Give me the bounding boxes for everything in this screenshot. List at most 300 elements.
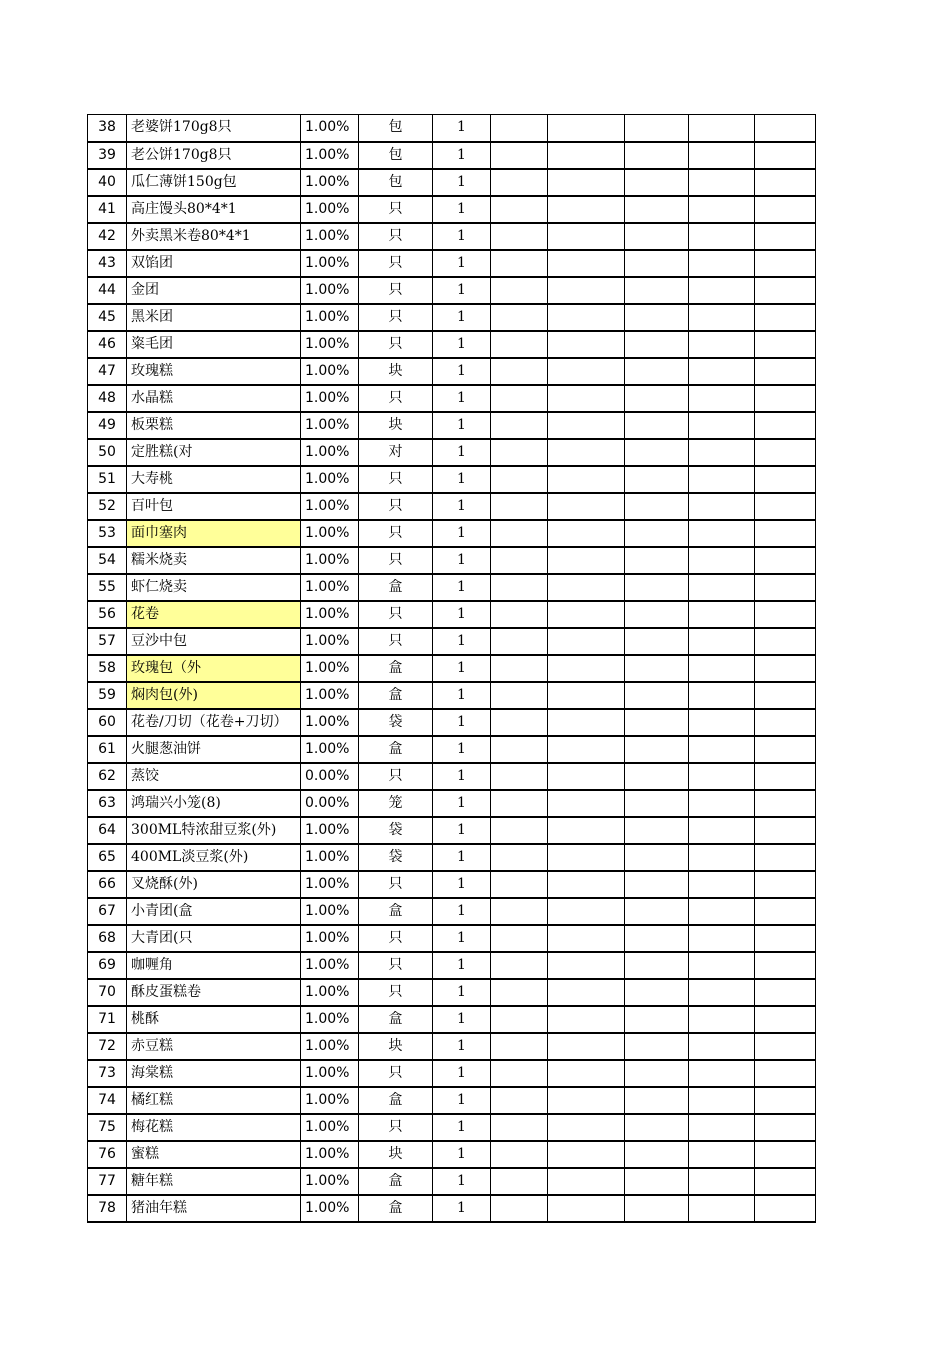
quantity-cell[interactable]: 1 [433, 574, 491, 601]
empty-cell[interactable] [625, 628, 689, 655]
unit-cell[interactable]: 只 [359, 628, 433, 655]
empty-cell[interactable] [689, 439, 755, 466]
percent-cell[interactable]: 1.00% [301, 574, 359, 601]
empty-cell[interactable] [625, 736, 689, 763]
unit-cell[interactable]: 只 [359, 1114, 433, 1141]
empty-cell[interactable] [548, 763, 625, 790]
empty-cell[interactable] [689, 196, 755, 223]
empty-cell[interactable] [755, 439, 816, 466]
empty-cell[interactable] [755, 817, 816, 844]
unit-cell[interactable]: 对 [359, 439, 433, 466]
row-number-cell[interactable]: 55 [88, 574, 127, 601]
unit-cell[interactable]: 袋 [359, 844, 433, 871]
empty-cell[interactable] [625, 898, 689, 925]
empty-cell[interactable] [491, 1141, 548, 1168]
empty-cell[interactable] [491, 331, 548, 358]
unit-cell[interactable]: 盒 [359, 736, 433, 763]
empty-cell[interactable] [625, 1087, 689, 1114]
empty-cell[interactable] [491, 709, 548, 736]
empty-cell[interactable] [548, 790, 625, 817]
empty-cell[interactable] [689, 142, 755, 169]
empty-cell[interactable] [491, 601, 548, 628]
item-name-cell[interactable]: 花卷 [127, 601, 301, 628]
empty-cell[interactable] [491, 871, 548, 898]
quantity-cell[interactable]: 1 [433, 1033, 491, 1060]
quantity-cell[interactable]: 1 [433, 223, 491, 250]
quantity-cell[interactable]: 1 [433, 790, 491, 817]
row-number-cell[interactable]: 67 [88, 898, 127, 925]
empty-cell[interactable] [689, 466, 755, 493]
empty-cell[interactable] [755, 1168, 816, 1195]
empty-cell[interactable] [689, 601, 755, 628]
unit-cell[interactable]: 只 [359, 304, 433, 331]
empty-cell[interactable] [755, 304, 816, 331]
empty-cell[interactable] [689, 115, 755, 142]
quantity-cell[interactable]: 1 [433, 520, 491, 547]
percent-cell[interactable]: 1.00% [301, 466, 359, 493]
quantity-cell[interactable]: 1 [433, 547, 491, 574]
item-name-cell[interactable]: 玫瑰糕 [127, 358, 301, 385]
row-number-cell[interactable]: 48 [88, 385, 127, 412]
empty-cell[interactable] [491, 358, 548, 385]
empty-cell[interactable] [755, 358, 816, 385]
empty-cell[interactable] [755, 493, 816, 520]
row-number-cell[interactable]: 41 [88, 196, 127, 223]
row-number-cell[interactable]: 53 [88, 520, 127, 547]
empty-cell[interactable] [548, 655, 625, 682]
percent-cell[interactable]: 0.00% [301, 763, 359, 790]
item-name-cell[interactable]: 玫瑰包（外 [127, 655, 301, 682]
empty-cell[interactable] [491, 1033, 548, 1060]
item-name-cell[interactable]: 大寿桃 [127, 466, 301, 493]
quantity-cell[interactable]: 1 [433, 385, 491, 412]
quantity-cell[interactable]: 1 [433, 1195, 491, 1222]
empty-cell[interactable] [755, 709, 816, 736]
row-number-cell[interactable]: 70 [88, 979, 127, 1006]
row-number-cell[interactable]: 64 [88, 817, 127, 844]
quantity-cell[interactable]: 1 [433, 1168, 491, 1195]
empty-cell[interactable] [689, 412, 755, 439]
empty-cell[interactable] [491, 385, 548, 412]
item-name-cell[interactable]: 大青团(只 [127, 925, 301, 952]
unit-cell[interactable]: 只 [359, 952, 433, 979]
empty-cell[interactable] [625, 493, 689, 520]
empty-cell[interactable] [548, 439, 625, 466]
unit-cell[interactable]: 块 [359, 358, 433, 385]
empty-cell[interactable] [491, 574, 548, 601]
empty-cell[interactable] [755, 844, 816, 871]
quantity-cell[interactable]: 1 [433, 169, 491, 196]
row-number-cell[interactable]: 42 [88, 223, 127, 250]
row-number-cell[interactable]: 39 [88, 142, 127, 169]
unit-cell[interactable]: 只 [359, 223, 433, 250]
empty-cell[interactable] [625, 682, 689, 709]
item-name-cell[interactable]: 糖年糕 [127, 1168, 301, 1195]
empty-cell[interactable] [548, 493, 625, 520]
empty-cell[interactable] [689, 682, 755, 709]
row-number-cell[interactable]: 77 [88, 1168, 127, 1195]
empty-cell[interactable] [689, 655, 755, 682]
percent-cell[interactable]: 1.00% [301, 844, 359, 871]
unit-cell[interactable]: 只 [359, 385, 433, 412]
row-number-cell[interactable]: 49 [88, 412, 127, 439]
empty-cell[interactable] [625, 1114, 689, 1141]
empty-cell[interactable] [548, 1195, 625, 1222]
item-name-cell[interactable]: 赤豆糕 [127, 1033, 301, 1060]
empty-cell[interactable] [548, 169, 625, 196]
empty-cell[interactable] [491, 952, 548, 979]
item-name-cell[interactable]: 豆沙中包 [127, 628, 301, 655]
empty-cell[interactable] [755, 682, 816, 709]
percent-cell[interactable]: 0.00% [301, 790, 359, 817]
empty-cell[interactable] [755, 952, 816, 979]
row-number-cell[interactable]: 59 [88, 682, 127, 709]
quantity-cell[interactable]: 1 [433, 412, 491, 439]
empty-cell[interactable] [755, 1060, 816, 1087]
percent-cell[interactable]: 1.00% [301, 250, 359, 277]
quantity-cell[interactable]: 1 [433, 844, 491, 871]
empty-cell[interactable] [491, 1114, 548, 1141]
empty-cell[interactable] [491, 1087, 548, 1114]
empty-cell[interactable] [491, 1060, 548, 1087]
item-name-cell[interactable]: 外卖黑米卷80*4*1 [127, 223, 301, 250]
unit-cell[interactable]: 只 [359, 250, 433, 277]
empty-cell[interactable] [625, 520, 689, 547]
empty-cell[interactable] [689, 1033, 755, 1060]
empty-cell[interactable] [625, 277, 689, 304]
unit-cell[interactable]: 袋 [359, 817, 433, 844]
empty-cell[interactable] [548, 1006, 625, 1033]
unit-cell[interactable]: 只 [359, 466, 433, 493]
empty-cell[interactable] [548, 250, 625, 277]
empty-cell[interactable] [625, 385, 689, 412]
empty-cell[interactable] [689, 817, 755, 844]
quantity-cell[interactable]: 1 [433, 1141, 491, 1168]
row-number-cell[interactable]: 68 [88, 925, 127, 952]
quantity-cell[interactable]: 1 [433, 304, 491, 331]
quantity-cell[interactable]: 1 [433, 601, 491, 628]
percent-cell[interactable]: 1.00% [301, 142, 359, 169]
empty-cell[interactable] [625, 115, 689, 142]
empty-cell[interactable] [548, 277, 625, 304]
unit-cell[interactable]: 盒 [359, 1168, 433, 1195]
row-number-cell[interactable]: 51 [88, 466, 127, 493]
empty-cell[interactable] [689, 250, 755, 277]
empty-cell[interactable] [491, 547, 548, 574]
row-number-cell[interactable]: 40 [88, 169, 127, 196]
percent-cell[interactable]: 1.00% [301, 223, 359, 250]
empty-cell[interactable] [755, 898, 816, 925]
row-number-cell[interactable]: 74 [88, 1087, 127, 1114]
item-name-cell[interactable]: 瓜仁薄饼150g包 [127, 169, 301, 196]
empty-cell[interactable] [491, 844, 548, 871]
empty-cell[interactable] [548, 466, 625, 493]
empty-cell[interactable] [755, 736, 816, 763]
empty-cell[interactable] [689, 871, 755, 898]
item-name-cell[interactable]: 高庄馒头80*4*1 [127, 196, 301, 223]
empty-cell[interactable] [755, 385, 816, 412]
percent-cell[interactable]: 1.00% [301, 952, 359, 979]
unit-cell[interactable]: 盒 [359, 682, 433, 709]
percent-cell[interactable]: 1.00% [301, 709, 359, 736]
empty-cell[interactable] [625, 250, 689, 277]
unit-cell[interactable]: 只 [359, 763, 433, 790]
unit-cell[interactable]: 盒 [359, 655, 433, 682]
item-name-cell[interactable]: 蜜糕 [127, 1141, 301, 1168]
empty-cell[interactable] [625, 331, 689, 358]
empty-cell[interactable] [755, 250, 816, 277]
empty-cell[interactable] [491, 628, 548, 655]
row-number-cell[interactable]: 69 [88, 952, 127, 979]
item-name-cell[interactable]: 蒸饺 [127, 763, 301, 790]
unit-cell[interactable]: 笼 [359, 790, 433, 817]
empty-cell[interactable] [755, 520, 816, 547]
quantity-cell[interactable]: 1 [433, 979, 491, 1006]
percent-cell[interactable]: 1.00% [301, 736, 359, 763]
percent-cell[interactable]: 1.00% [301, 925, 359, 952]
empty-cell[interactable] [548, 1060, 625, 1087]
percent-cell[interactable]: 1.00% [301, 1087, 359, 1114]
empty-cell[interactable] [755, 223, 816, 250]
quantity-cell[interactable]: 1 [433, 250, 491, 277]
quantity-cell[interactable]: 1 [433, 709, 491, 736]
empty-cell[interactable] [548, 925, 625, 952]
empty-cell[interactable] [689, 709, 755, 736]
empty-cell[interactable] [755, 115, 816, 142]
empty-cell[interactable] [755, 763, 816, 790]
item-name-cell[interactable]: 粢毛团 [127, 331, 301, 358]
empty-cell[interactable] [548, 385, 625, 412]
empty-cell[interactable] [625, 196, 689, 223]
empty-cell[interactable] [491, 925, 548, 952]
empty-cell[interactable] [491, 304, 548, 331]
empty-cell[interactable] [689, 790, 755, 817]
percent-cell[interactable]: 1.00% [301, 277, 359, 304]
item-name-cell[interactable]: 咖喱角 [127, 952, 301, 979]
empty-cell[interactable] [548, 304, 625, 331]
empty-cell[interactable] [755, 655, 816, 682]
empty-cell[interactable] [491, 412, 548, 439]
unit-cell[interactable]: 只 [359, 925, 433, 952]
item-name-cell[interactable]: 板栗糕 [127, 412, 301, 439]
row-number-cell[interactable]: 46 [88, 331, 127, 358]
empty-cell[interactable] [689, 1141, 755, 1168]
empty-cell[interactable] [689, 1195, 755, 1222]
percent-cell[interactable]: 1.00% [301, 628, 359, 655]
unit-cell[interactable]: 包 [359, 142, 433, 169]
empty-cell[interactable] [625, 655, 689, 682]
empty-cell[interactable] [491, 682, 548, 709]
empty-cell[interactable] [491, 115, 548, 142]
empty-cell[interactable] [755, 1141, 816, 1168]
empty-cell[interactable] [625, 817, 689, 844]
item-name-cell[interactable]: 糯米烧卖 [127, 547, 301, 574]
quantity-cell[interactable]: 1 [433, 898, 491, 925]
quantity-cell[interactable]: 1 [433, 493, 491, 520]
quantity-cell[interactable]: 1 [433, 1006, 491, 1033]
percent-cell[interactable]: 1.00% [301, 1033, 359, 1060]
unit-cell[interactable]: 盒 [359, 574, 433, 601]
empty-cell[interactable] [755, 547, 816, 574]
empty-cell[interactable] [491, 1006, 548, 1033]
empty-cell[interactable] [755, 925, 816, 952]
percent-cell[interactable]: 1.00% [301, 1141, 359, 1168]
row-number-cell[interactable]: 75 [88, 1114, 127, 1141]
unit-cell[interactable]: 块 [359, 1141, 433, 1168]
empty-cell[interactable] [625, 304, 689, 331]
row-number-cell[interactable]: 61 [88, 736, 127, 763]
percent-cell[interactable]: 1.00% [301, 547, 359, 574]
percent-cell[interactable]: 1.00% [301, 601, 359, 628]
percent-cell[interactable]: 1.00% [301, 196, 359, 223]
percent-cell[interactable]: 1.00% [301, 682, 359, 709]
percent-cell[interactable]: 1.00% [301, 979, 359, 1006]
row-number-cell[interactable]: 54 [88, 547, 127, 574]
quantity-cell[interactable]: 1 [433, 142, 491, 169]
empty-cell[interactable] [491, 790, 548, 817]
percent-cell[interactable]: 1.00% [301, 169, 359, 196]
item-name-cell[interactable]: 橘红糕 [127, 1087, 301, 1114]
row-number-cell[interactable]: 52 [88, 493, 127, 520]
quantity-cell[interactable]: 1 [433, 763, 491, 790]
item-name-cell[interactable]: 水晶糕 [127, 385, 301, 412]
item-name-cell[interactable]: 双馅团 [127, 250, 301, 277]
empty-cell[interactable] [548, 817, 625, 844]
empty-cell[interactable] [689, 628, 755, 655]
empty-cell[interactable] [491, 493, 548, 520]
empty-cell[interactable] [689, 574, 755, 601]
empty-cell[interactable] [491, 1195, 548, 1222]
quantity-cell[interactable]: 1 [433, 439, 491, 466]
empty-cell[interactable] [625, 1033, 689, 1060]
item-name-cell[interactable]: 梅花糕 [127, 1114, 301, 1141]
quantity-cell[interactable]: 1 [433, 331, 491, 358]
item-name-cell[interactable]: 400ML淡豆浆(外) [127, 844, 301, 871]
percent-cell[interactable]: 1.00% [301, 304, 359, 331]
unit-cell[interactable]: 块 [359, 1033, 433, 1060]
row-number-cell[interactable]: 57 [88, 628, 127, 655]
percent-cell[interactable]: 1.00% [301, 439, 359, 466]
empty-cell[interactable] [689, 952, 755, 979]
empty-cell[interactable] [491, 439, 548, 466]
empty-cell[interactable] [755, 979, 816, 1006]
empty-cell[interactable] [689, 979, 755, 1006]
percent-cell[interactable]: 1.00% [301, 1060, 359, 1087]
percent-cell[interactable]: 1.00% [301, 898, 359, 925]
unit-cell[interactable]: 只 [359, 331, 433, 358]
item-name-cell[interactable]: 金团 [127, 277, 301, 304]
empty-cell[interactable] [689, 1168, 755, 1195]
empty-cell[interactable] [689, 331, 755, 358]
empty-cell[interactable] [625, 952, 689, 979]
empty-cell[interactable] [625, 412, 689, 439]
empty-cell[interactable] [548, 736, 625, 763]
item-name-cell[interactable]: 小青团(盒 [127, 898, 301, 925]
item-name-cell[interactable]: 老公饼170g8只 [127, 142, 301, 169]
empty-cell[interactable] [548, 520, 625, 547]
empty-cell[interactable] [548, 1141, 625, 1168]
row-number-cell[interactable]: 63 [88, 790, 127, 817]
empty-cell[interactable] [689, 736, 755, 763]
unit-cell[interactable]: 包 [359, 169, 433, 196]
item-name-cell[interactable]: 桃酥 [127, 1006, 301, 1033]
item-name-cell[interactable]: 猪油年糕 [127, 1195, 301, 1222]
row-number-cell[interactable]: 66 [88, 871, 127, 898]
empty-cell[interactable] [625, 979, 689, 1006]
row-number-cell[interactable]: 71 [88, 1006, 127, 1033]
row-number-cell[interactable]: 60 [88, 709, 127, 736]
empty-cell[interactable] [548, 1114, 625, 1141]
item-name-cell[interactable]: 火腿葱油饼 [127, 736, 301, 763]
empty-cell[interactable] [755, 1033, 816, 1060]
item-name-cell[interactable]: 定胜糕(对 [127, 439, 301, 466]
empty-cell[interactable] [755, 871, 816, 898]
empty-cell[interactable] [625, 790, 689, 817]
quantity-cell[interactable]: 1 [433, 871, 491, 898]
unit-cell[interactable]: 块 [359, 412, 433, 439]
quantity-cell[interactable]: 1 [433, 817, 491, 844]
unit-cell[interactable]: 只 [359, 493, 433, 520]
empty-cell[interactable] [625, 844, 689, 871]
empty-cell[interactable] [491, 277, 548, 304]
empty-cell[interactable] [689, 358, 755, 385]
quantity-cell[interactable]: 1 [433, 115, 491, 142]
quantity-cell[interactable]: 1 [433, 196, 491, 223]
empty-cell[interactable] [491, 736, 548, 763]
item-name-cell[interactable]: 黑米团 [127, 304, 301, 331]
unit-cell[interactable]: 只 [359, 277, 433, 304]
empty-cell[interactable] [491, 169, 548, 196]
empty-cell[interactable] [755, 601, 816, 628]
empty-cell[interactable] [625, 1168, 689, 1195]
empty-cell[interactable] [755, 1114, 816, 1141]
quantity-cell[interactable]: 1 [433, 277, 491, 304]
empty-cell[interactable] [491, 817, 548, 844]
empty-cell[interactable] [689, 1006, 755, 1033]
empty-cell[interactable] [689, 385, 755, 412]
empty-cell[interactable] [548, 196, 625, 223]
empty-cell[interactable] [755, 574, 816, 601]
percent-cell[interactable]: 1.00% [301, 1168, 359, 1195]
item-name-cell[interactable]: 叉烧酥(外) [127, 871, 301, 898]
empty-cell[interactable] [625, 1195, 689, 1222]
unit-cell[interactable]: 盒 [359, 1087, 433, 1114]
row-number-cell[interactable]: 43 [88, 250, 127, 277]
empty-cell[interactable] [548, 709, 625, 736]
empty-cell[interactable] [689, 493, 755, 520]
empty-cell[interactable] [548, 574, 625, 601]
empty-cell[interactable] [625, 1141, 689, 1168]
quantity-cell[interactable]: 1 [433, 925, 491, 952]
item-name-cell[interactable]: 300ML特浓甜豆浆(外) [127, 817, 301, 844]
empty-cell[interactable] [755, 169, 816, 196]
empty-cell[interactable] [625, 871, 689, 898]
empty-cell[interactable] [548, 1168, 625, 1195]
empty-cell[interactable] [491, 1168, 548, 1195]
item-name-cell[interactable]: 面巾塞肉 [127, 520, 301, 547]
percent-cell[interactable]: 1.00% [301, 412, 359, 439]
quantity-cell[interactable]: 1 [433, 655, 491, 682]
empty-cell[interactable] [548, 358, 625, 385]
unit-cell[interactable]: 只 [359, 547, 433, 574]
quantity-cell[interactable]: 1 [433, 1087, 491, 1114]
empty-cell[interactable] [755, 466, 816, 493]
row-number-cell[interactable]: 58 [88, 655, 127, 682]
empty-cell[interactable] [755, 1006, 816, 1033]
empty-cell[interactable] [689, 547, 755, 574]
empty-cell[interactable] [548, 979, 625, 1006]
empty-cell[interactable] [755, 628, 816, 655]
